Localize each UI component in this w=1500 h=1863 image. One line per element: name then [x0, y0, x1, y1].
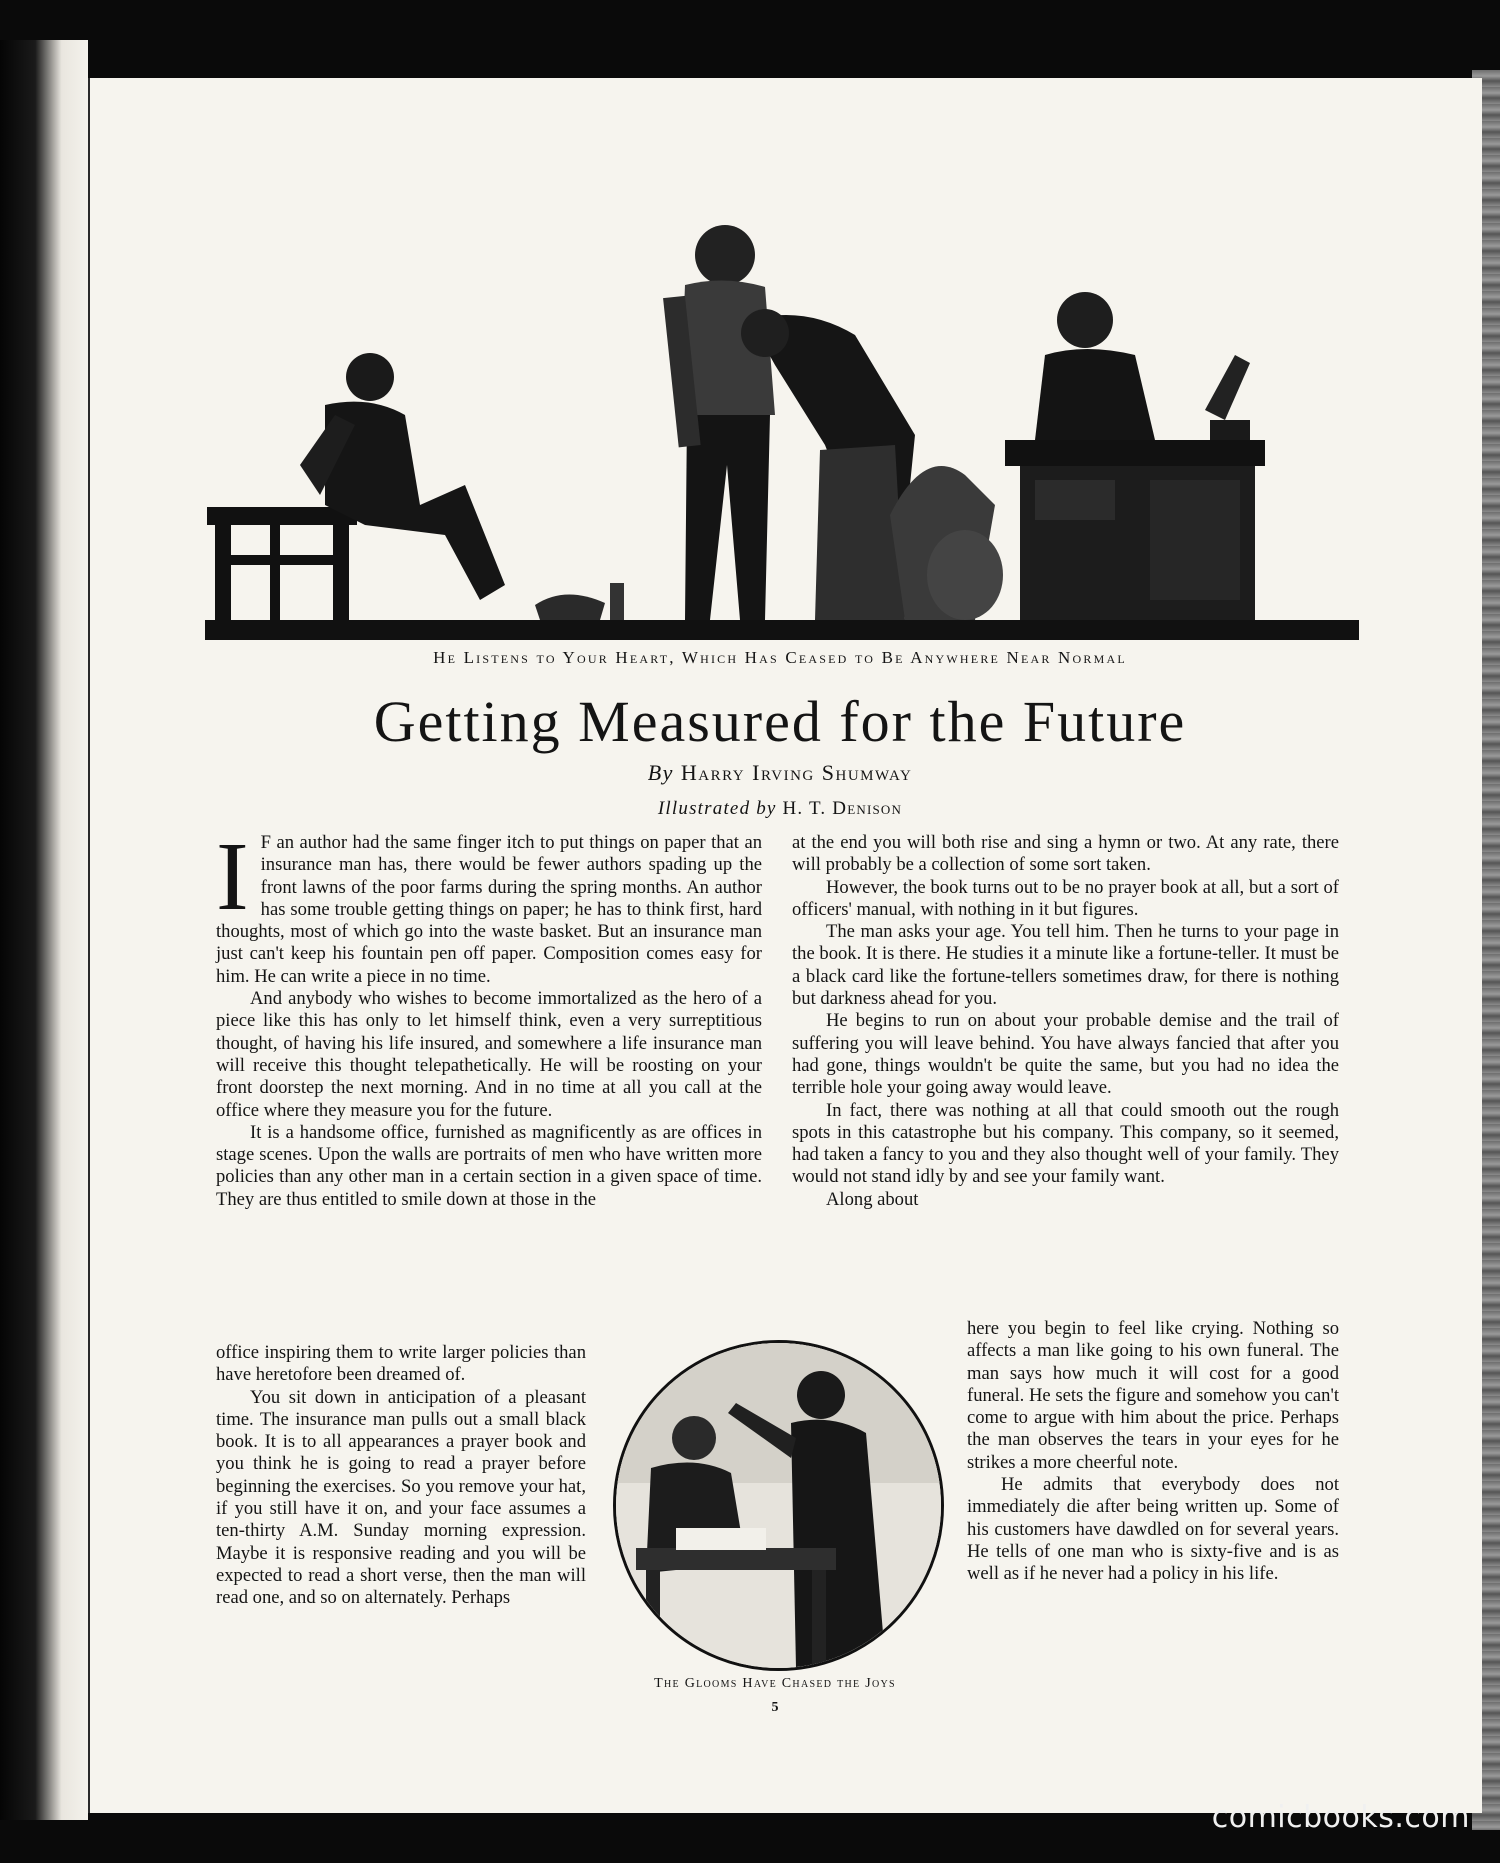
- illustration-caption: He Listens to Your Heart, Which Has Ceased to Be Anywhere Near Normal: [433, 648, 1127, 667]
- source-watermark: comicbooks.com: [1211, 1800, 1470, 1835]
- paragraph: The man asks your age. You tell him. Then he turns to your page in the book. It is there. He studies it a minute like a fortune-teller. It must be a black card like the fortune-tellers sometimes draw, for there is nothing but darkness ahead for you.: [792, 921, 1339, 1010]
- glooms-scene-image: [616, 1343, 941, 1668]
- paragraph: at the end you will both rise and sing a hymn or two. At any rate, there will probably be a collection of some sort taken.: [792, 832, 1339, 876]
- silhouette-scene-image: [205, 205, 1359, 640]
- illustrated-by-label: Illustrated by: [657, 798, 777, 819]
- illustrator-credit: [200, 798, 1360, 820]
- article-byline: [200, 760, 1360, 786]
- page-number: 5: [771, 1700, 779, 1715]
- byline-by-word: By: [647, 760, 674, 785]
- circle-illustration-caption: The Glooms Have Chased the Joys: [654, 1676, 896, 1691]
- paragraph: However, the book turns out to be no prayer book at all, but a sort of officers' manual, with nothing in it but figures.: [792, 876, 1339, 920]
- paragraph: He admits that everybody does not immediately die after being written up. Some of his customers have dawdled on for several years. He tells of one man who is sixty-five and is as well as if he never had a policy in his life.: [967, 1474, 1339, 1585]
- paragraph: [216, 823, 762, 988]
- paragraph: here you begin to feel like crying. Nothing so affects a man like going to his own funeral. The man says how much it will cost for a good funeral. He sets the figure and somehow you can't come to argue with him about the price. Perhaps the man observes the tears in your eyes for he strikes a more cheerful note.: [967, 1318, 1339, 1473]
- book-spine-left: [0, 40, 88, 1820]
- paragraph: office inspiring them to write larger policies than have heretofore been dreamed of.: [216, 1342, 586, 1386]
- circular-illustration: [613, 1340, 944, 1671]
- right-column-top: [792, 832, 1339, 1211]
- paragraph: In fact, there was nothing at all that could smooth out the rough spots in this catastrophe but his company. This company, so it seemed, had taken a fancy to you and they also thought well of your family. They would not stand idly by and see your family want.: [792, 1099, 1339, 1188]
- left-column-top: [216, 823, 762, 1211]
- right-column-bottom: [967, 1318, 1339, 1586]
- paragraph: You sit down in anticipation of a pleasant time. The insurance man pulls out a small black book. It is to all appearances a prayer book and you think he is going to read a prayer before beginning the exercises. So you remove your hat, if you still have it on, and your face assumes a ten-thirty A.M. Sunday morning expression. Maybe it is responsive reading and you will be expected to read a short verse, then the man will read one, and so on alternately. Perhaps: [216, 1386, 586, 1609]
- drop-cap: I: [216, 823, 249, 931]
- author-name: Harry Irving Shumway: [680, 760, 913, 785]
- paragraph: He begins to run on about your probable demise and the trail of suffering you will leave behind. You have always fancied that after you had gone, things wouldn't be quite the same, but you had no idea the terrible hole your going away would leave.: [792, 1010, 1339, 1099]
- top-illustration: [205, 205, 1359, 640]
- paragraph: It is a handsome office, furnished as magnificently as are offices in stage scenes. Upon the walls are portraits of men who have written more policies than any other man in a certain section in a given space of time. They are thus entitled to smile down at those in the: [216, 1121, 762, 1210]
- illustrator-name: H. T. Denison: [782, 798, 903, 819]
- paragraph-fragment: Along about: [826, 1188, 919, 1210]
- paragraph: And anybody who wishes to become immortalized as the hero of a piece like this has only to let himself think, even a very surreptitious thought, of having his life insured, and somewhere a life insurance man will receive this thought telepathetically. He will be roosting on your front doorstep the next morning. And in no time at all you call at the office where they measure you for the future.: [216, 988, 762, 1121]
- left-column-bottom: [216, 1342, 586, 1610]
- article-title: Getting Measured for the Future: [373, 689, 1187, 754]
- paragraph-text: F an author had the same finger itch to put things on paper that an insurance man has, there would be fewer authors spading up the front lawns of the poor farms during the spring months. An author has some trouble getting things on paper; he has to think first, hard thoughts, most of which go into the waste basket. But an insurance man just can't keep his fountain pen off paper. Composition comes easy for him. He can write a piece in no time.: [216, 832, 762, 987]
